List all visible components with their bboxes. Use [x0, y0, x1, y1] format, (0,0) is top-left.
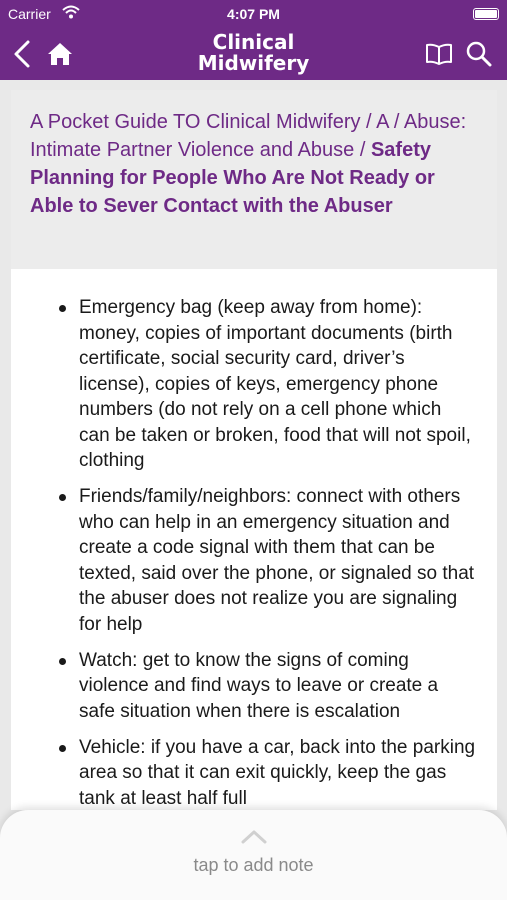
logo-line-1: Clinical — [212, 30, 295, 54]
nav-bar — [0, 28, 507, 80]
logo-line-2: Midwifery — [197, 51, 310, 75]
breadcrumb-path[interactable]: A Pocket Guide TO Clinical Midwifery / A / Abuse: Intimate Partner Violence and Abuse / — [30, 111, 467, 161]
breadcrumb — [11, 90, 497, 269]
list-item: Emergency bag (keep away from home): money, copies of important documents (birth certificate, social security card, driver’s license), copies of keys, emergency phone numbers (do not rely on a cell phone which can be taken or broken, food that will not spoil, clothing — [58, 295, 477, 474]
safety-plan-list — [11, 269, 497, 810]
status-time: 4:07 PM — [227, 6, 280, 22]
list-item: Vehicle: if you have a car, back into the parking area so that it can exit quickly, keep the gas tank at least half full — [58, 735, 477, 811]
battery-icon — [473, 8, 499, 20]
page-title: Safety Planning for People Who Are Not Ready or Able to Sever Contact with the Abuser — [30, 139, 435, 217]
content-card — [11, 90, 497, 810]
search-icon[interactable] — [461, 36, 497, 72]
add-note-panel[interactable] — [0, 810, 507, 900]
list-item: Watch: get to know the signs of coming violence and find ways to leave or create a safe situation when there is escalation — [58, 648, 477, 725]
book-icon[interactable] — [421, 36, 457, 72]
status-bar — [0, 0, 507, 28]
add-note-label[interactable]: tap to add note — [193, 855, 314, 875]
chevron-up-icon[interactable] — [240, 829, 268, 850]
list-item: Friends/family/neighbors: connect with others who can help in an emergency situation and create a code signal with them that can be texted, said over the phone, or signaled so that the abuser does not realize you are signaling for help — [58, 484, 477, 637]
carrier-label: Carrier — [8, 6, 51, 22]
